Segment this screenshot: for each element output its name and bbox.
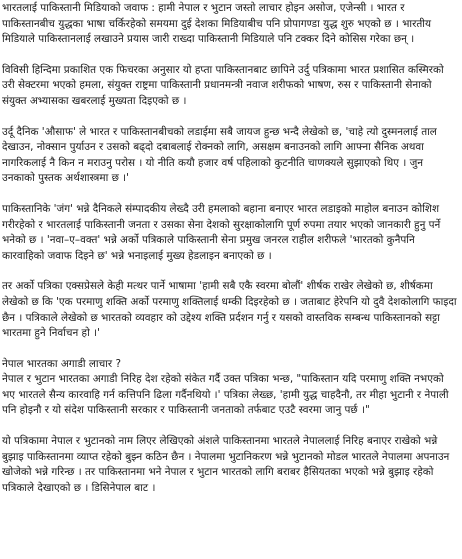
article-paragraph: भारतलाई पाकिस्तानी मिडियाको जवाफ : हामी नेपाल र भुटान जस्तो लाचार होइन असोज, एजेन्सी । भारत र पाकिस्तानबीच युद्धका भाषा चर्किरहेको समयमा दुई देशका मिडियाबीच पनि प्रोपागण्डा युद्ध शुरु भएको छ । भारतीय मिडियाले पाकिस्तानलाई लखाउने प्रयास जारी राख्दा पाकिस्तानी मिडियाले पनि टक्कर दिने कोसिस गरेका छन् ।: [2, 2, 432, 46]
article-body: [2, 1, 458, 496]
article-paragraph: यो पत्रिकामा नेपाल र भुटानको नाम लिएर लेखिएको अंशले पाकिस्तानमा भारतले नेपाललाई निरिह बनाएर राखेको भन्ने बुझाइ पाकिस्तानमा व्याप्त रहेको बुझ्न कठिन छैन । नेपालमा भुटानिकरण भन्ने भुटानको मोडल भारतले नेपालमा अपनाउन खोजेको भन्ने गरिन्छ । तर पाकिस्तानमा भने नेपाल र भुटान भारतको लागि बराबर हैसियतका भएको भन्ने बुझाइ रहेको पत्रिकाले देखाएको छ । डिसिनेपाल बाट ।: [2, 435, 450, 494]
article-paragraph: पाकिस्तानिके 'जंग' भन्ने दैनिकले संम्पादकीय लेख्दै उरी हमलाको बहाना बनाएर भारत लडाइको माहोल बनाउन कोशिश गरीरहेको र भारतलाई पाकिस्तानी जनता र उसका सेना देशको सुरक्षाकोलागि पूर्ण रुपमा तयार भएको जानकारी हुनु पर्ने भनेको छ । 'नवा–ए–वक्त' भन्ने अर्को पत्रिकाले पाकिस्तानी सेना प्रमुख जनरल राहील शरीफले 'भारतको कुनैपनि कारवाहिको जवाफ दिइने छ' भन्ने भनाइलाई मुख्य हेडलाइन बनाएको छ ।: [2, 202, 441, 262]
article-paragraph: उर्दू दैनिक 'औसाफ' ले भारत र पाकिस्तानबीचको लडाईमा सबै जायज हुन्छ भन्दै लेखेको छ, 'चाहे त्यो दुस्मनलाई ताल देखाउन, नोक्सान पुर्याउन र उसको बढ्दो दबाबलाई रोक्नको लागि, असक्षम बनाउनको लागि आफ्ना सैनिक अथवा नागरिकलाई नै किन न मराउनु परोस । यो नीति कयौ हजार वर्ष पहिलाको कुटनीति चाणक्यले सुझाएको थिए । जुन उनकाको पुस्तक अर्थशास्त्रमा छ ।': [2, 125, 437, 185]
article-paragraph-with-subheading: नेपाल भारतका अगाडी लाचार ? नेपाल र भुटान भारतका अगाडी निरिह देश रहेको संकेत गर्दै उक्त पत्रिका भन्छ, "पाकिस्तान यदि परमाणु शक्ति नभएको भए भारतले सैन्य कारवाहि गर्न कत्तिपनि ढिला गर्दैनथियो ।' पत्रिका लेख्छ, 'हामी युद्ध चाहदैनौ, तर मीहा भुटानी र नेपाली पनि होइनौ र यो संदेश पाकिस्तानी सरकार र पाकिस्तानी जनताको तर्फबाट एउटै स्वरमा जानु पर्छ ।": [2, 357, 449, 417]
article-paragraph: तर अर्को पत्रिका एक्सप्रेसले केही मत्थर पार्ने भाषामा 'हामी सबै एकै स्वरमा बोलौं' शीर्षक राखेर लेखेको छ, शीर्षकमा लेखेको छ कि 'एक परमाणु शक्ति अर्को परमाणु शक्तिलाई धम्की दिइरहेको छ । जताबाट हेरेपनि यो दुवै देशकोलागि फाइदा छैन । पत्रिकाले लेखेको छ भारतको व्यवहार को उद्देश्य शक्ति प्रर्दशन गर्नु र यसको वास्तविक सम्बन्ध पाकिस्तानको सट्टा भारतमा हुने निर्वाचन हो ।': [2, 280, 457, 340]
article-paragraph: विविसी हिन्दिमा प्रकाशित एक फिचरका अनुसार यो हप्ता पाकिस्तानबाट छापिने उर्दु पत्रिकामा भारत प्रशासित कस्मिरको उरी सेक्टरमा भएको हमला, संयुक्त राष्ट्रमा पाकिस्तानी प्रधानमन्त्री नवाज शरीफको भाषण, रुस र पाकिस्तानी सेनाको संयुक्त अभ्यासका खबरलाई मुख्यता दिइएको छ ।: [2, 63, 444, 107]
